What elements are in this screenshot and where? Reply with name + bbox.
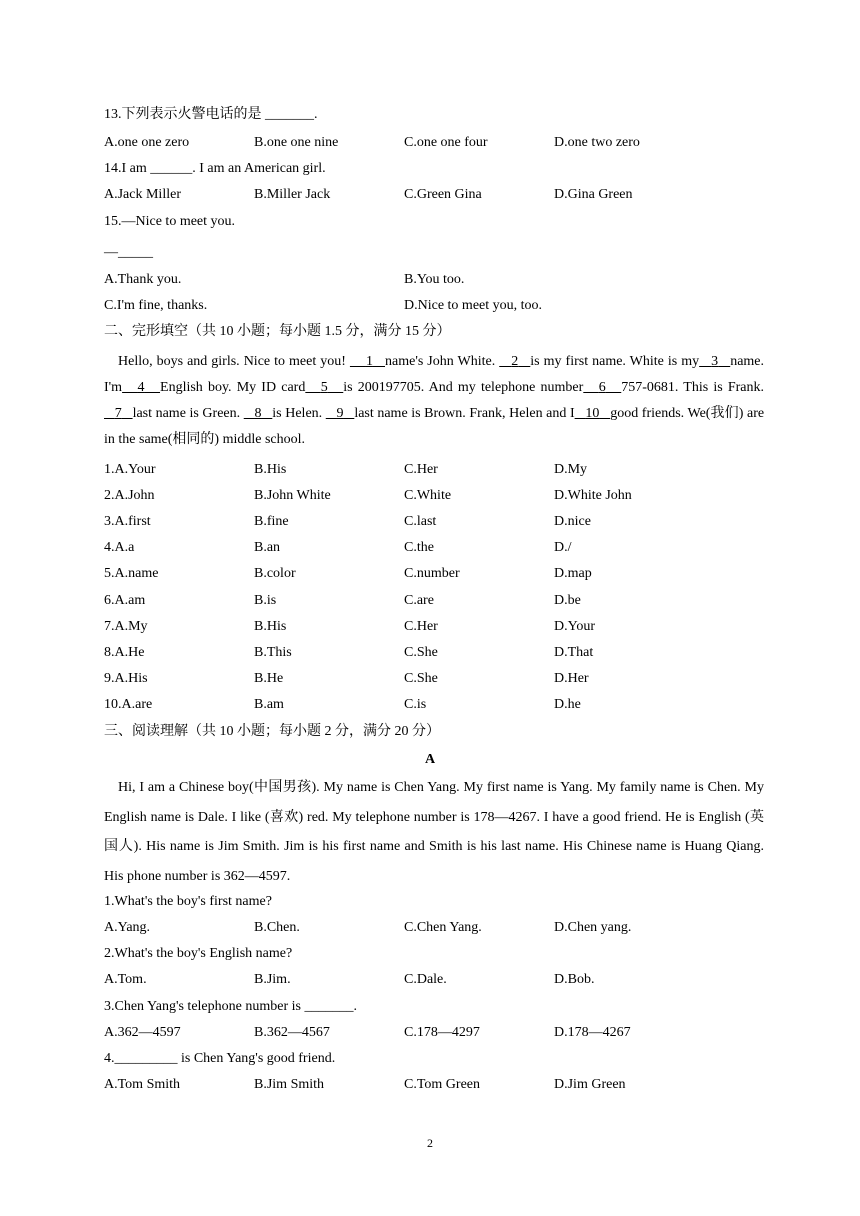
option-c: C.I'm fine, thanks.	[104, 298, 208, 313]
option-b: B.He	[254, 671, 284, 686]
question-15-reply: —_____	[104, 245, 153, 260]
reading-question-1-options	[104, 919, 804, 937]
option-d: D.be	[554, 593, 581, 608]
blank-2: 2	[511, 354, 519, 369]
option-c: C.Green Gina	[404, 187, 482, 202]
option-a: A.Tom Smith	[104, 1077, 181, 1092]
option-a: 7.A.My	[104, 619, 148, 634]
section-3-heading: 三、阅读理解（共 10 小题；每小题 2 分，满分 20 分）	[104, 724, 440, 739]
cloze-passage: Hello, boys and girls. Nice to meet you! 1 name's John White. 2 is my first name. White is my 3 name. I'm 4 English boy. My ID card 5 is 200197705. And my telephone number 6 757-0681. This is Frank. 7 last name is Green. 8 is Helen. 9 last name is Brown. Frank, Helen and I 10 good friends. We(我们) are in the same(相同的) middle school.	[104, 354, 765, 447]
option-c: C.last	[404, 514, 437, 529]
option-b: B.John White	[254, 488, 331, 503]
cloze-item-8	[104, 644, 804, 662]
option-a: A.Yang.	[104, 920, 151, 935]
option-b: B.You too.	[404, 272, 465, 287]
question-14-stem: 14.I am ______. I am an American girl.	[104, 161, 326, 176]
option-a: A.362—4597	[104, 1025, 181, 1040]
question-15-stem: 15.—Nice to meet you.	[104, 214, 236, 229]
cloze-item-5	[104, 565, 804, 583]
section-2-heading: 二、完形填空（共 10 小题；每小题 1.5 分，满分 15 分）	[104, 324, 451, 339]
option-c: C.Dale.	[404, 972, 447, 987]
option-a: 3.A.first	[104, 514, 151, 529]
option-b: B.color	[254, 566, 296, 581]
option-d: D.map	[554, 566, 592, 581]
option-d: D.Bob.	[554, 972, 595, 987]
reading-question-2-stem: 2.What's the boy's English name?	[104, 946, 293, 961]
option-c: C.She	[404, 671, 438, 686]
blank-4: 4	[137, 380, 145, 395]
blank-10: 10	[585, 406, 600, 421]
option-c: C.Tom Green	[404, 1077, 481, 1092]
reading-question-4-stem: 4._________ is Chen Yang's good friend.	[104, 1051, 336, 1066]
option-b: B.Chen.	[254, 920, 300, 935]
cloze-item-6	[104, 592, 804, 610]
option-d: D.Chen yang.	[554, 920, 632, 935]
option-b: B.is	[254, 593, 277, 608]
option-d: D.one two zero	[554, 135, 640, 150]
cloze-item-7	[104, 618, 804, 636]
option-d: D.he	[554, 697, 581, 712]
blank-5: 5	[320, 380, 328, 395]
option-a: 1.A.Your	[104, 462, 156, 477]
option-d: D.nice	[554, 514, 591, 529]
option-b: B.His	[254, 619, 287, 634]
option-d: D.White John	[554, 488, 632, 503]
option-c: C.Chen Yang.	[404, 920, 482, 935]
option-c: C.178—4297	[404, 1025, 480, 1040]
reading-passage: Hi, I am a Chinese boy(中国男孩). My name is Chen Yang. My first name is Yang. My family name is Chen. My English name is Dale. I like (喜欢) red. My telephone number is 178—4267. I have a good friend. He is English (英国人). His name is Jim Smith. Jim is his first name and Smith is his last name. His Chinese name is Huang Qiang. His phone number is 362—4597.	[104, 780, 764, 884]
cloze-item-4	[104, 539, 804, 557]
blank-1: 1	[365, 354, 373, 369]
blank-8: 8	[254, 406, 262, 421]
option-b: B.Jim Smith	[254, 1077, 325, 1092]
blank-6: 6	[598, 380, 606, 395]
question-14-options	[104, 186, 804, 204]
option-c: C.number	[404, 566, 460, 581]
option-c: C.She	[404, 645, 438, 660]
question-15-options-row1	[104, 271, 804, 289]
option-c: C.is	[404, 697, 427, 712]
reading-question-3-options	[104, 1024, 804, 1042]
reading-question-1-stem: 1.What's the boy's first name?	[104, 894, 272, 909]
cloze-item-9	[104, 670, 804, 688]
blank-9: 9	[336, 406, 344, 421]
option-a: A.Thank you.	[104, 272, 182, 287]
option-b: B.am	[254, 697, 284, 712]
option-c: C.Her	[404, 619, 438, 634]
option-c: C.are	[404, 593, 434, 608]
option-a: A.Jack Miller	[104, 187, 181, 202]
option-d: D.Jim Green	[554, 1077, 626, 1092]
option-b: B.This	[254, 645, 292, 660]
page-number: 2	[427, 1136, 433, 1150]
option-b: B.Miller Jack	[254, 187, 331, 202]
cloze-item-2	[104, 487, 804, 505]
option-a: A.one one zero	[104, 135, 190, 150]
option-c: C.Her	[404, 462, 438, 477]
question-15-options-row2	[104, 297, 804, 315]
option-b: B.an	[254, 540, 281, 555]
cloze-item-10	[104, 696, 804, 714]
option-a: 4.A.a	[104, 540, 135, 555]
option-c: C.one one four	[404, 135, 488, 150]
option-a: 6.A.am	[104, 593, 146, 608]
reading-question-4-options	[104, 1076, 804, 1094]
question-13-options	[104, 134, 804, 152]
option-b: B.fine	[254, 514, 289, 529]
option-a: 2.A.John	[104, 488, 155, 503]
blank-7: 7	[114, 406, 122, 421]
option-a: 9.A.His	[104, 671, 148, 686]
passage-label: A	[424, 752, 436, 767]
option-c: C.the	[404, 540, 434, 555]
option-c: C.White	[404, 488, 452, 503]
option-d: D.My	[554, 462, 588, 477]
option-b: B.362—4567	[254, 1025, 330, 1040]
option-d: D.178—4267	[554, 1025, 631, 1040]
cloze-item-3	[104, 513, 804, 531]
option-d: D.Your	[554, 619, 595, 634]
question-13-stem: 13.下列表示火警电话的是 _______.	[104, 107, 318, 122]
option-a: 5.A.name	[104, 566, 159, 581]
option-d: D.Nice to meet you, too.	[404, 298, 543, 313]
cloze-item-1	[104, 461, 804, 479]
option-b: B.His	[254, 462, 287, 477]
option-a: A.Tom.	[104, 972, 147, 987]
option-b: B.one one nine	[254, 135, 339, 150]
option-d: D./	[554, 540, 572, 555]
option-b: B.Jim.	[254, 972, 291, 987]
option-a: 10.A.are	[104, 697, 153, 712]
blank-3: 3	[711, 354, 719, 369]
option-a: 8.A.He	[104, 645, 145, 660]
option-d: D.Her	[554, 671, 589, 686]
option-d: D.That	[554, 645, 594, 660]
reading-question-2-options	[104, 971, 804, 989]
option-d: D.Gina Green	[554, 187, 633, 202]
reading-question-3-stem: 3.Chen Yang's telephone number is _______.	[104, 999, 357, 1014]
